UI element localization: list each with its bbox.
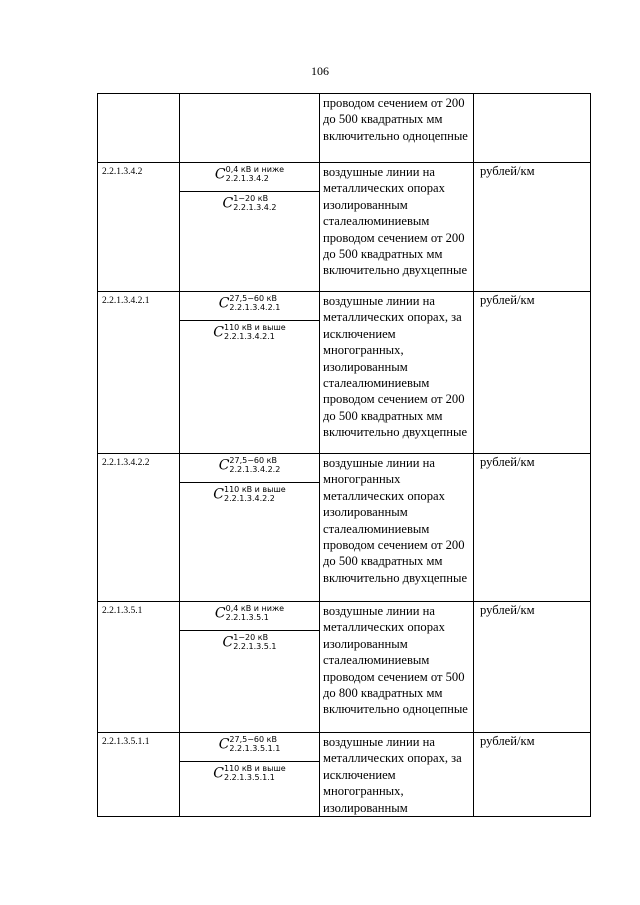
symbol-subscript: 2.2.1.3.5.1 [233,642,277,652]
table-row [98,602,591,733]
row-description: воздушные линии на металлических опорах изолированным сталеалюминиевым проводом сечением от 500 до 800 квадратных мм включительно одноцепные [320,602,474,733]
symbol-letter: C [218,457,230,474]
rate-symbol [180,631,319,659]
symbol-letter: C [214,166,226,183]
row-symbols [180,292,320,454]
symbol-subscript: 2.2.1.3.5.1.1 [229,744,281,754]
symbol-subscript: 2.2.1.3.4.2 [233,203,277,213]
rate-symbol [180,192,319,220]
table-row [98,454,591,602]
table-row [98,163,591,292]
rate-symbol [180,602,319,631]
row-description: воздушные линии на многогранных металлических опорах изолированным сталеалюминиевым проводом сечением от 200 до 500 квадратных мм включительно двухцепные [320,454,474,602]
table-row [98,292,591,454]
symbol-superscript: 110 кВ и выше [224,764,286,774]
symbol-letter: C [214,605,226,622]
row-description: воздушные линии на металлических опорах, за исключением многогранных, изолированным [320,733,474,817]
row-description: воздушные линии на металлических опорах изолированным сталеалюминиевым проводом сечением от 200 до 500 квадратных мм включительно двухцепные [320,163,474,292]
row-code: 2.2.1.3.5.1 [98,602,180,733]
symbol-superscript: 110 кВ и выше [224,323,286,333]
symbol-letter: C [218,295,230,312]
rate-symbol [180,733,319,762]
symbol-subscript: 2.2.1.3.5.1 [225,613,269,623]
symbol-subscript: 2.2.1.3.4.2.2 [229,465,281,475]
symbol-subscript: 2.2.1.3.4.2.1 [229,303,281,313]
row-unit [474,94,591,163]
row-unit: рублей/км [474,733,591,817]
table-row [98,733,591,817]
symbol-superscript: 1−20 кВ [233,194,269,204]
rate-symbol [180,454,319,483]
row-code [98,94,180,163]
symbol-subscript: 2.2.1.3.4.2.2 [224,494,275,504]
symbol-superscript: 0,4 кВ и ниже [225,165,285,175]
symbol-superscript: 0,4 кВ и ниже [225,604,285,614]
row-description: проводом сечением от 200 до 500 квадратных мм включительно одноцепные [320,94,474,163]
row-unit: рублей/км [474,163,591,292]
symbol-superscript: 27,5−60 кВ [229,735,277,745]
row-symbols [180,163,320,292]
row-symbols [180,602,320,733]
table-row [98,94,591,163]
row-symbols [180,454,320,602]
row-code: 2.2.1.3.4.2.2 [98,454,180,602]
symbol-superscript: 1−20 кВ [233,633,269,643]
row-code: 2.2.1.3.5.1.1 [98,733,180,817]
symbol-letter: C [222,634,234,651]
page-number: 106 [311,64,329,78]
row-code: 2.2.1.3.4.2 [98,163,180,292]
row-unit: рублей/км [474,292,591,454]
rate-symbol [180,483,319,511]
rate-symbol [180,762,319,790]
row-code: 2.2.1.3.4.2.1 [98,292,180,454]
tariff-table [97,93,591,817]
row-unit: рублей/км [474,602,591,733]
rate-symbol [180,292,319,321]
symbol-subscript: 2.2.1.3.4.2.1 [224,332,275,342]
symbol-superscript: 27,5−60 кВ [229,456,277,466]
symbol-superscript: 27,5−60 кВ [229,294,277,304]
row-symbols [180,94,320,163]
symbol-letter: C [213,324,224,341]
symbol-letter: C [213,765,224,782]
symbol-letter: C [213,486,224,503]
symbol-subscript: 2.2.1.3.4.2 [225,174,269,184]
symbol-letter: C [222,195,234,212]
symbol-subscript: 2.2.1.3.5.1.1 [224,773,275,783]
row-symbols [180,733,320,817]
row-description: воздушные линии на металлических опорах, за исключением многогранных, изолированным сталеалюминиевым проводом сечением от 200 до 500 квадратных мм включительно двухцепные [320,292,474,454]
rate-symbol [180,321,319,349]
rate-symbol [180,163,319,192]
symbol-letter: C [218,736,230,753]
row-unit: рублей/км [474,454,591,602]
symbol-superscript: 110 кВ и выше [224,485,286,495]
